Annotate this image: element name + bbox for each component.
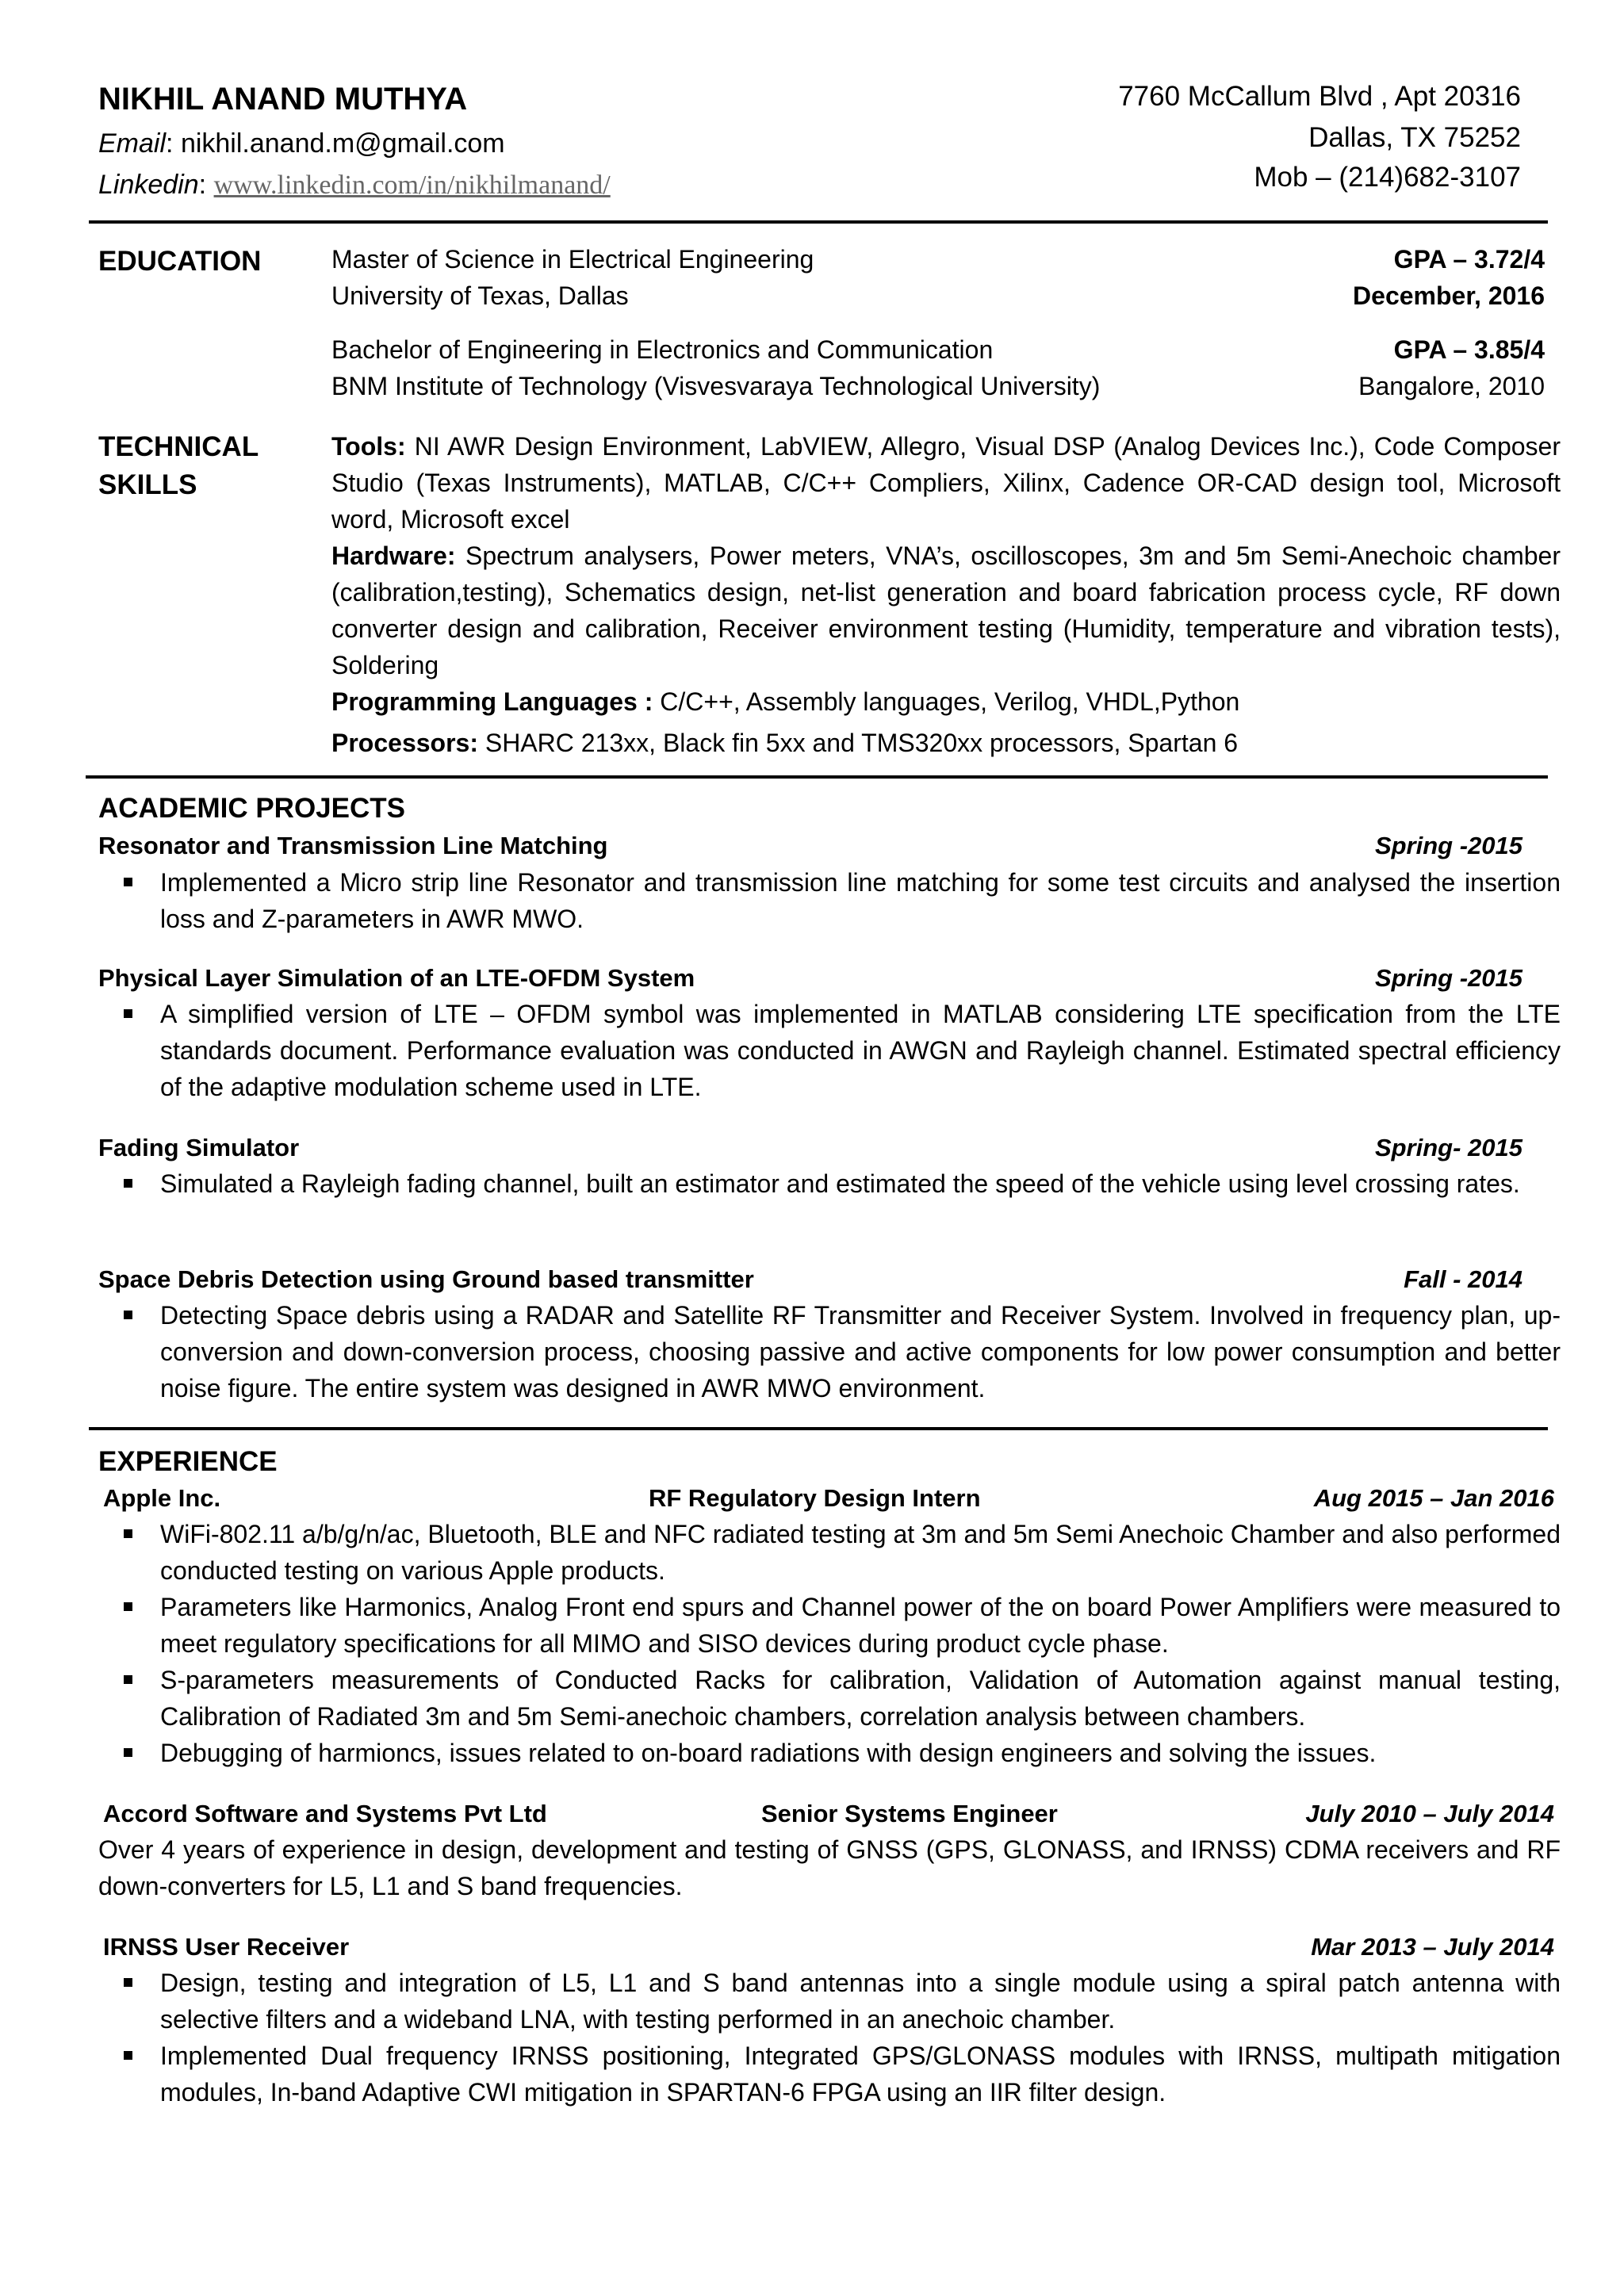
irnss-project-row bbox=[103, 1930, 1554, 1965]
bullet-square-icon bbox=[124, 878, 132, 886]
bullet-square-icon bbox=[124, 1009, 132, 1018]
projects-divider bbox=[89, 1427, 1548, 1430]
project-title: IRNSS User Receiver bbox=[103, 1933, 350, 1961]
project-title: Resonator and Transmission Line Matching bbox=[98, 832, 608, 859]
candidate-name: NIKHIL ANAND MUTHYA bbox=[98, 82, 468, 117]
skills-languages-text: C/C++, Assembly languages, Verilog, VHDL,Python bbox=[660, 687, 1240, 716]
phone-number: Mob – (214)682-3107 bbox=[1254, 162, 1521, 193]
list-item: S-parameters measurements of Conducted Racks for calibration, Validation of Automation against manual testing, Calibration of Radiated 3m and 5m Semi-anechoic chambers, correlation analysis between chambers. bbox=[121, 1662, 1561, 1735]
skills-hardware-text: Spectrum analysers, Power meters, VNA’s, oscilloscopes, 3m and 5m Semi-Anechoic chamber (calibration,testing), Schematics design, net-list generation and board fabrication process cycle, RF down converter design and calibration, Receiver environment testing (Humidity, temperature and vibration tests), Soldering bbox=[331, 541, 1561, 679]
skills-languages bbox=[331, 683, 1561, 720]
linkedin-line: Linkedin: www.linkedin.com/in/nikhilmanand/ bbox=[98, 170, 611, 200]
education-gpa: GPA – 3.72/4 bbox=[1393, 245, 1545, 274]
list-item: Parameters like Harmonics, Analog Front end spurs and Channel power of the on board Power Amplifiers were measured to meet regulatory specifications for all MIMO and SISO devices during product cycle phase. bbox=[121, 1589, 1561, 1662]
education-date: December, 2016 bbox=[1353, 281, 1545, 310]
bullet-square-icon bbox=[124, 1529, 132, 1538]
education-school: BNM Institute of Technology (Visvesvaraya Technological University) bbox=[331, 372, 1101, 400]
skills-block bbox=[331, 428, 1561, 761]
skills-tools-label: Tools: bbox=[331, 432, 406, 461]
skills-processors-label: Processors: bbox=[331, 729, 478, 757]
education-degree: Master of Science in Electrical Engineering bbox=[331, 245, 814, 274]
project-title: Fading Simulator bbox=[98, 1134, 300, 1161]
list-item: A simplified version of LTE – OFDM symbol was implemented in MATLAB considering LTE specification from the LTE standards document. Performance evaluation was conducted in AWGN and Rayleigh channel. Estimated spectral efficiency of the adaptive modulation scheme used in LTE. bbox=[121, 996, 1561, 1105]
address-line-2: Dallas, TX 75252 bbox=[1308, 122, 1521, 153]
project-bullets bbox=[121, 1165, 1561, 1202]
project-bullets bbox=[121, 996, 1561, 1105]
job-dates: July 2010 – July 2014 bbox=[1305, 1800, 1554, 1827]
experience-accord-row bbox=[103, 1797, 1554, 1831]
education-entry-1-row-2 bbox=[331, 277, 1545, 314]
skills-tools bbox=[331, 428, 1561, 538]
skills-tools-text: NI AWR Design Environment, LabVIEW, Allegro, Visual DSP (Analog Devices Inc.), Code Composer Studio (Texas Instruments), MATLAB, C/C++ Compliers, Xilinx, Cadence OR-CAD design tool, Microsoft word, Microsoft excel bbox=[331, 432, 1561, 534]
education-entry-2-row-2 bbox=[331, 368, 1545, 404]
skills-heading-line-2: SKILLS bbox=[98, 469, 197, 500]
skills-hardware-label: Hardware: bbox=[331, 541, 456, 570]
education-date: Bangalore, 2010 bbox=[1358, 372, 1545, 400]
skills-heading-line-1: TECHNICAL bbox=[98, 431, 259, 462]
company-name: Apple Inc. bbox=[103, 1484, 221, 1512]
education-degree: Bachelor of Engineering in Electronics and Communication bbox=[331, 335, 994, 364]
project-title: Space Debris Detection using Ground based transmitter bbox=[98, 1265, 754, 1293]
email-line: Email: nikhil.anand.m@gmail.com bbox=[98, 128, 505, 159]
apple-bullets bbox=[121, 1516, 1561, 1771]
bullet-square-icon bbox=[124, 1978, 132, 1987]
skills-heading bbox=[98, 428, 259, 504]
list-item: Detecting Space debris using a RADAR and Satellite RF Transmitter and Receiver System. Involved in frequency plan, up-conversion and down-conversion process, choosing passive and active components for low power consumption and better noise figure. The entire system was designed in AWR MWO environment. bbox=[121, 1297, 1561, 1406]
email-label: Email bbox=[98, 128, 167, 159]
skills-processors bbox=[331, 725, 1561, 761]
list-item: WiFi-802.11 a/b/g/n/ac, Bluetooth, BLE and NFC radiated testing at 3m and 5m Semi Anechoic Chamber and also performed conducted testing on various Apple products. bbox=[121, 1516, 1561, 1589]
experience-apple-row bbox=[103, 1481, 1554, 1516]
company-name: Accord Software and Systems Pvt Ltd bbox=[103, 1800, 547, 1827]
education-gpa: GPA – 3.85/4 bbox=[1393, 335, 1545, 364]
project-title-row bbox=[98, 961, 1526, 996]
list-item: Design, testing and integration of L5, L1 and S band antennas into a single module using a spiral patch antenna with selective filters and a wideband LNA, with testing performed in an anechoic chamber. bbox=[121, 1965, 1561, 2038]
list-item: Simulated a Rayleigh fading channel, built an estimator and estimated the speed of the vehicle using level crossing rates. bbox=[121, 1165, 1561, 1202]
skills-languages-label: Programming Languages : bbox=[331, 687, 653, 716]
bullet-square-icon bbox=[124, 1179, 132, 1188]
header-divider bbox=[89, 220, 1548, 224]
list-item: Debugging of harmioncs, issues related to on-board radiations with design engineers and solving the issues. bbox=[121, 1735, 1561, 1771]
skills-processors-text: SHARC 213xx, Black fin 5xx and TMS320xx processors, Spartan 6 bbox=[485, 729, 1239, 757]
list-item: Implemented a Micro strip line Resonator and transmission line matching for some test circuits and analysed the insertion loss and Z-parameters in AWR MWO. bbox=[121, 864, 1561, 937]
project-title-row bbox=[98, 1262, 1526, 1297]
project-date: Fall - 2014 bbox=[1404, 1265, 1522, 1293]
linkedin-label: Linkedin bbox=[98, 170, 199, 200]
job-role: RF Regulatory Design Intern bbox=[649, 1484, 981, 1512]
skills-hardware bbox=[331, 538, 1561, 683]
linkedin-link[interactable]: www.linkedin.com/in/nikhilmanand/ bbox=[213, 170, 611, 200]
project-date: Spring -2015 bbox=[1374, 964, 1522, 992]
address-line-1: 7760 McCallum Blvd , Apt 20316 bbox=[1118, 81, 1521, 112]
education-entry-2-row-1 bbox=[331, 331, 1545, 368]
bullet-square-icon bbox=[124, 2051, 132, 2060]
education-heading: EDUCATION bbox=[98, 246, 262, 277]
bullet-square-icon bbox=[124, 1602, 132, 1611]
bullet-square-icon bbox=[124, 1675, 132, 1684]
job-dates: Aug 2015 – Jan 2016 bbox=[1313, 1484, 1554, 1512]
education-school: University of Texas, Dallas bbox=[331, 281, 629, 310]
accord-summary: Over 4 years of experience in design, development and testing of GNSS (GPS, GLONASS, and IRNSS) CDMA receivers and RF down-converters for L5, L1 and S band frequencies. bbox=[98, 1835, 1561, 1900]
project-bullets bbox=[121, 864, 1561, 937]
irnss-bullets bbox=[121, 1965, 1561, 2110]
bullet-square-icon bbox=[124, 1311, 132, 1319]
list-item: Implemented Dual frequency IRNSS positioning, Integrated GPS/GLONASS modules with IRNSS, multipath mitigation modules, In-band Adaptive CWI mitigation in SPARTAN-6 FPGA using an IIR filter design. bbox=[121, 2038, 1561, 2110]
email-address[interactable]: nikhil.anand.m@gmail.com bbox=[180, 128, 505, 159]
education-entry-1-row-1 bbox=[331, 241, 1545, 277]
projects-heading: ACADEMIC PROJECTS bbox=[98, 793, 405, 824]
project-bullets bbox=[121, 1297, 1561, 1406]
project-dates: Mar 2013 – July 2014 bbox=[1311, 1933, 1554, 1961]
project-date: Spring- 2015 bbox=[1374, 1134, 1522, 1161]
project-date: Spring -2015 bbox=[1374, 832, 1522, 859]
experience-heading: EXPERIENCE bbox=[98, 1446, 278, 1477]
project-title-row bbox=[98, 828, 1526, 863]
bullet-square-icon bbox=[124, 1748, 132, 1757]
project-title-row bbox=[98, 1131, 1526, 1165]
project-title: Physical Layer Simulation of an LTE-OFDM System bbox=[98, 964, 695, 992]
skills-divider bbox=[86, 775, 1548, 779]
job-role: Senior Systems Engineer bbox=[761, 1800, 1058, 1827]
